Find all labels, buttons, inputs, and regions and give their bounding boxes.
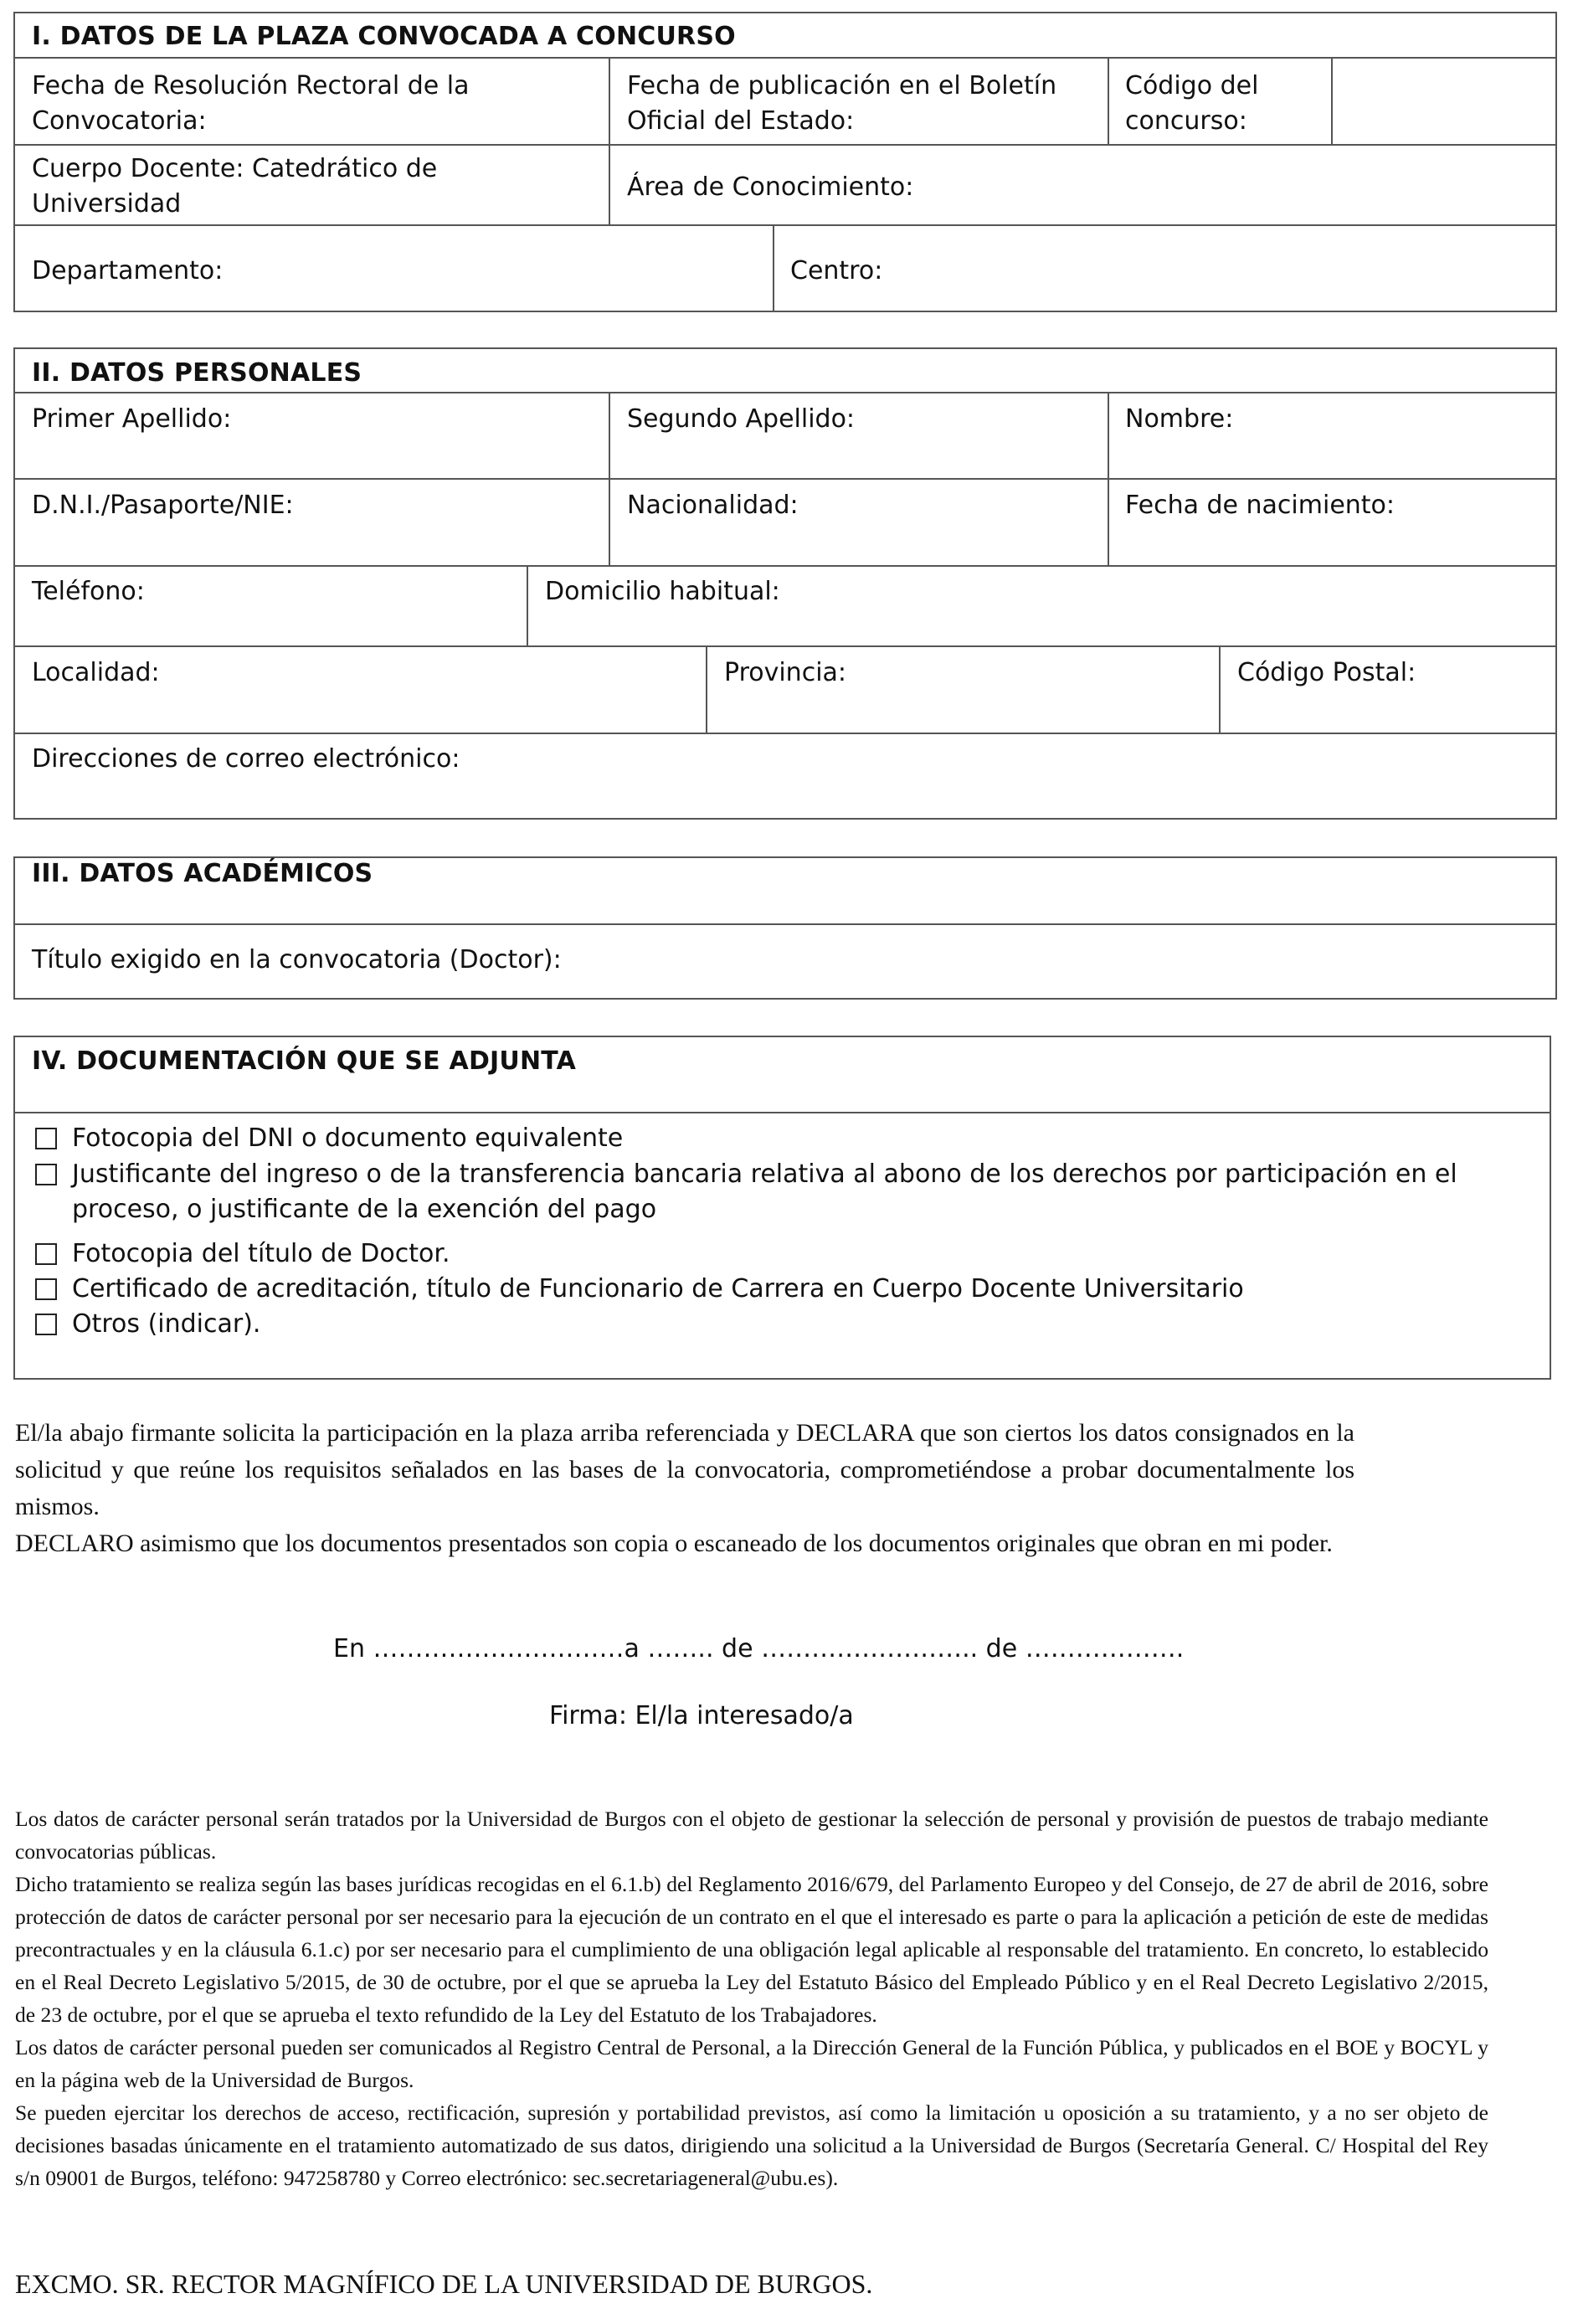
privacy-notice <box>15 1802 1488 2194</box>
nombre-label: Nombre: <box>1125 404 1234 434</box>
codigo-concurso-label: Código del concurso: <box>1125 71 1259 136</box>
section-documentacion-heading: IV. DOCUMENTACIÓN QUE SE ADJUNTA <box>32 1046 577 1076</box>
place-date-line[interactable]: En …………………………a …….. de …………………….. de ………………. <box>333 1634 1185 1663</box>
centro-label: Centro: <box>790 256 883 285</box>
localidad-label: Localidad: <box>32 658 160 687</box>
divider <box>13 1112 1551 1113</box>
divider <box>706 645 707 733</box>
section-datos-personales-heading: II. DATOS PERSONALES <box>32 358 362 388</box>
doc-checkbox-otros[interactable] <box>35 1314 57 1335</box>
doc-checkbox-dni[interactable] <box>35 1128 57 1149</box>
divider <box>13 645 1557 647</box>
divider <box>1219 645 1221 733</box>
privacy-paragraph: Se pueden ejercitar los derechos de acceso, rectificación, supresión y portabilidad previstos, así como la limitación u oposición a su tratamiento, y a no ser objeto de decisiones basadas únicamente en el tratamiento automatizado de sus datos, dirigiendo una solicitud a la Universidad de Burgos (Secretaría General. C/ Hospital del Rey s/n 09001 de Burgos, teléfono: 947258780 y Correo electrónico: sec.secretariageneral@ubu.es). <box>15 2100 1488 2190</box>
divider <box>609 57 610 224</box>
fecha-resolucion-label: Fecha de Resolución Rectoral de la Convocatoria: <box>32 71 470 136</box>
fecha-nacimiento-label: Fecha de nacimiento: <box>1125 491 1396 520</box>
divider <box>1108 392 1109 565</box>
section-datos-academicos-heading: III. DATOS ACADÉMICOS <box>32 859 373 888</box>
privacy-paragraph: Los datos de carácter personal pueden ser comunicados al Registro Central de Personal, a la Dirección General de la Función Pública, y publicados en el BOE y BOCYL y en la página web de la Universidad de Burgos. <box>15 2035 1488 2092</box>
doc-item-label: Certificado de acreditación, título de Funcionario de Carrera en Cuerpo Docente Universitario <box>72 1274 1244 1303</box>
segundo-apellido-label: Segundo Apellido: <box>627 404 856 434</box>
doc-item-label: Fotocopia del DNI o documento equivalente <box>72 1123 624 1153</box>
departamento-label: Departamento: <box>32 256 224 285</box>
domicilio-label: Domicilio habitual: <box>545 577 780 606</box>
privacy-paragraph: Los datos de carácter personal serán tratados por la Universidad de Burgos con el objeto de gestionar la selección de personal y provisión de puestos de trabajo mediante convocatorias públicas. <box>15 1807 1488 1864</box>
declaration-paragraph-2: DECLARO asimismo que los documentos presentados son copia o escaneado de los documentos originales que obran en mi poder. <box>15 1530 1333 1557</box>
section-plaza-divider <box>13 57 1557 59</box>
doc-checkbox-titulo[interactable] <box>35 1243 57 1265</box>
privacy-paragraph: Dicho tratamiento se realiza según las bases jurídicas recogidas en el 6.1.b) del Reglamento 2016/679, del Parlamento Europeo y del Consejo, de 27 de abril de 2016, sobre protección de datos de carácter personal por ser necesario para la ejecución de un contrato en el que el interesado es parte o para la aplicación a petición de este de medidas precontractuales y en la cláusula 6.1.c) por ser necesario para el cumplimiento de una obligación legal aplicable al responsable del tratamiento. En concreto, lo establecido en el Real Decreto Legislativo 5/2015, de 30 de octubre, por el que se aprueba la Ley del Estatuto Básico del Empleado Público y en el Real Decreto Legislativo 2/2015, de 23 de octubre, por el que se aprueba el texto refundido de la Ley del Estatuto de los Trabajadores. <box>15 1872 1488 2027</box>
codigo-postal-label: Código Postal: <box>1237 658 1416 687</box>
divider <box>13 144 1557 146</box>
doc-checkbox-justificante[interactable] <box>35 1164 57 1185</box>
provincia-label: Provincia: <box>724 658 847 687</box>
fecha-boe-label: Fecha de publicación en el Boletín Oficial del Estado: <box>627 71 1057 136</box>
declaration-paragraph: El/la abajo firmante solicita la participación en la plaza arriba referenciada y DECLARA que son ciertos los datos consignados en la solicitud y que reúne los requisitos señalados en las bases de la convocatoria, comprometiéndose a probar documentalmente los mismos. <box>15 1419 1354 1520</box>
doc-checkbox-certificado[interactable] <box>35 1278 57 1300</box>
divider <box>13 923 1557 925</box>
divider <box>1108 57 1109 144</box>
divider <box>13 733 1557 734</box>
telefono-label: Teléfono: <box>32 577 145 606</box>
section-plaza-heading: I. DATOS DE LA PLAZA CONVOCADA A CONCURSO <box>32 22 736 51</box>
divider <box>13 478 1557 480</box>
divider <box>13 565 1557 567</box>
addressee: EXCMO. SR. RECTOR MAGNÍFICO DE LA UNIVERSIDAD DE BURGOS. <box>15 2269 873 2299</box>
titulo-exigido-label: Título exigido en la convocatoria (Doctor): <box>32 945 562 974</box>
codigo-concurso-field[interactable] <box>1333 59 1555 142</box>
doc-item-label: Justificante del ingreso o de la transferencia bancaria relativa al abono de los derechos por participación en el proceso, o justificante de la exención del pago <box>72 1159 1457 1224</box>
primer-apellido-label: Primer Apellido: <box>32 404 232 434</box>
divider <box>13 392 1557 393</box>
area-conocimiento-label: Área de Conocimiento: <box>627 172 914 202</box>
doc-item-label: Otros (indicar). <box>72 1309 261 1339</box>
doc-item-label: Fotocopia del título de Doctor. <box>72 1239 450 1268</box>
dni-label: D.N.I./Pasaporte/NIE: <box>32 491 294 520</box>
nacionalidad-label: Nacionalidad: <box>627 491 799 520</box>
signature-label: Firma: El/la interesado/a <box>549 1701 854 1730</box>
divider <box>13 224 1557 226</box>
divider <box>773 224 774 312</box>
correo-label: Direcciones de correo electrónico: <box>32 744 460 774</box>
cuerpo-docente-label: Cuerpo Docente: Catedrático de Universidad <box>32 154 438 219</box>
divider <box>609 392 610 565</box>
divider <box>527 565 528 645</box>
